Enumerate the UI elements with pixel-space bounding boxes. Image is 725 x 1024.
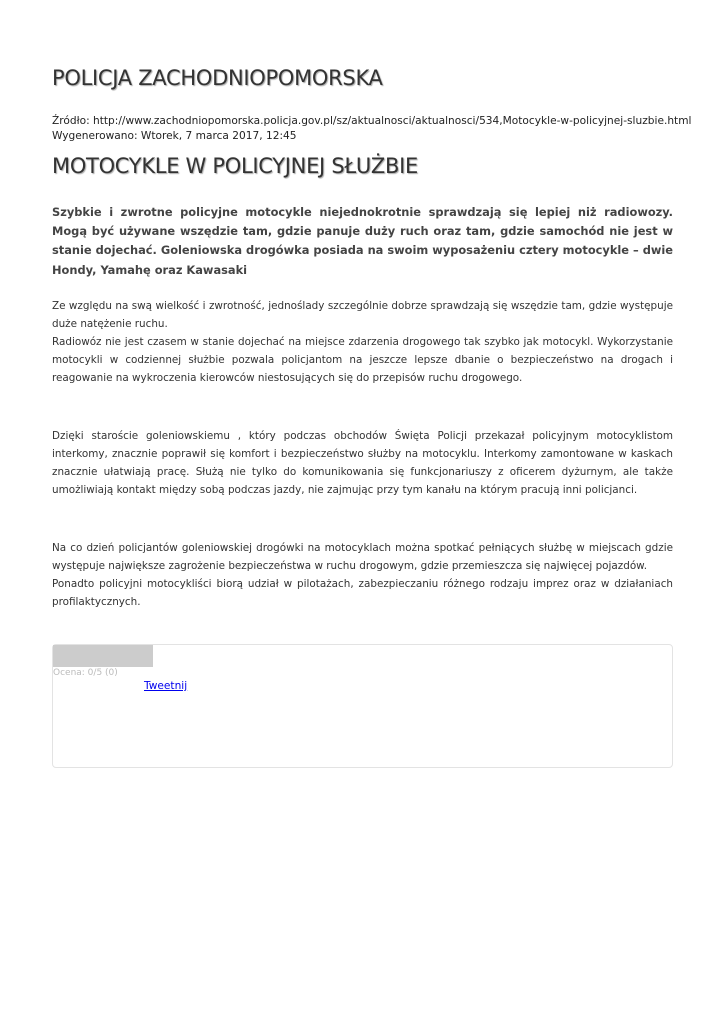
tweet-link[interactable]: Tweetnij [144,680,188,692]
rating-box [52,644,673,768]
article-paragraph [52,297,673,387]
paragraph-text: Ponadto policyjni motocykliści biorą udział w pilotażach, zabezpieczaniu różnego rodzaju imprez oraz w działaniach profilaktycznych. [52,578,673,608]
rating-text: Ocena: 0/5 (0) [53,668,118,678]
rating-stars[interactable] [53,645,153,667]
article-paragraph [52,539,673,611]
paragraph-text: Na co dzień policjantów goleniowskiej drogówki na motocyklach można spotkać pełniących służbę w miejscach gdzie występuje największe zagrożenie bezpieczeństwa w ruchu drogowym, gdzie przemieszcza się najwięcej pojazdów. [52,542,673,572]
document-meta [52,114,691,143]
article-title: MOTOCYKLE W POLICYJNEJ SŁUŻBIE [52,154,418,178]
generated-date: Wygenerowano: Wtorek, 7 marca 2017, 12:45 [52,129,297,142]
article-paragraph [52,427,673,499]
paragraph-text: Radiowóz nie jest czasem w stanie dojechać na miejsce zdarzenia drogowego tak szybko jak motocykl. Wykorzystanie motocykli w codziennej służbie pozwala policjantom na jeszcze lepsze dbanie o bezpieczeństwo na drogach i reagowanie na wykroczenia kierowców niestosujących się do przepisów ruchu drogowego. [52,336,673,384]
article-lead: Szybkie i zwrotne policyjne motocykle niejednokrotnie sprawdzają się lepiej niż radiowozy. Mogą być używane wszędzie tam, gdzie panuje duży ruch oraz tam, gdzie samochód nie jest w stanie dojechać. Goleniowska drogówka posiada na swoim wyposażeniu cztery motocykle – dwie Hondy, Yamahę oraz Kawasaki [52,205,673,277]
paragraph-text: Ze względu na swą wielkość i zwrotność, jednoślady szczególnie dobrze sprawdzają się wszędzie tam, gdzie występuje duże natężenie ruchu. [52,300,673,330]
site-title: POLICJA ZACHODNIOPOMORSKA [52,66,383,90]
source-url: Źródło: http://www.zachodniopomorska.policja.gov.pl/sz/aktualnosci/aktualnosci/534,Motocykle-w-policyjnej-sluzbie.html [52,115,692,127]
paragraph-text: Dzięki staroście goleniowskiemu , który podczas obchodów Święta Policji przekazał policyjnym motocyklistom interkomy, znacznie poprawił się komfort i bezpieczeństwo służby na motocyklu. Interkomy zamontowane w kaskach znacznie ułatwiają pracę. Służą nie tylko do komunikowania się funkcjonariuszy z oficerem dyżurnym, ale także umożliwiają kontakt między sobą podczas jazdy, nie zajmując przy tym kanału na którym pracują inni policjanci. [52,430,673,496]
